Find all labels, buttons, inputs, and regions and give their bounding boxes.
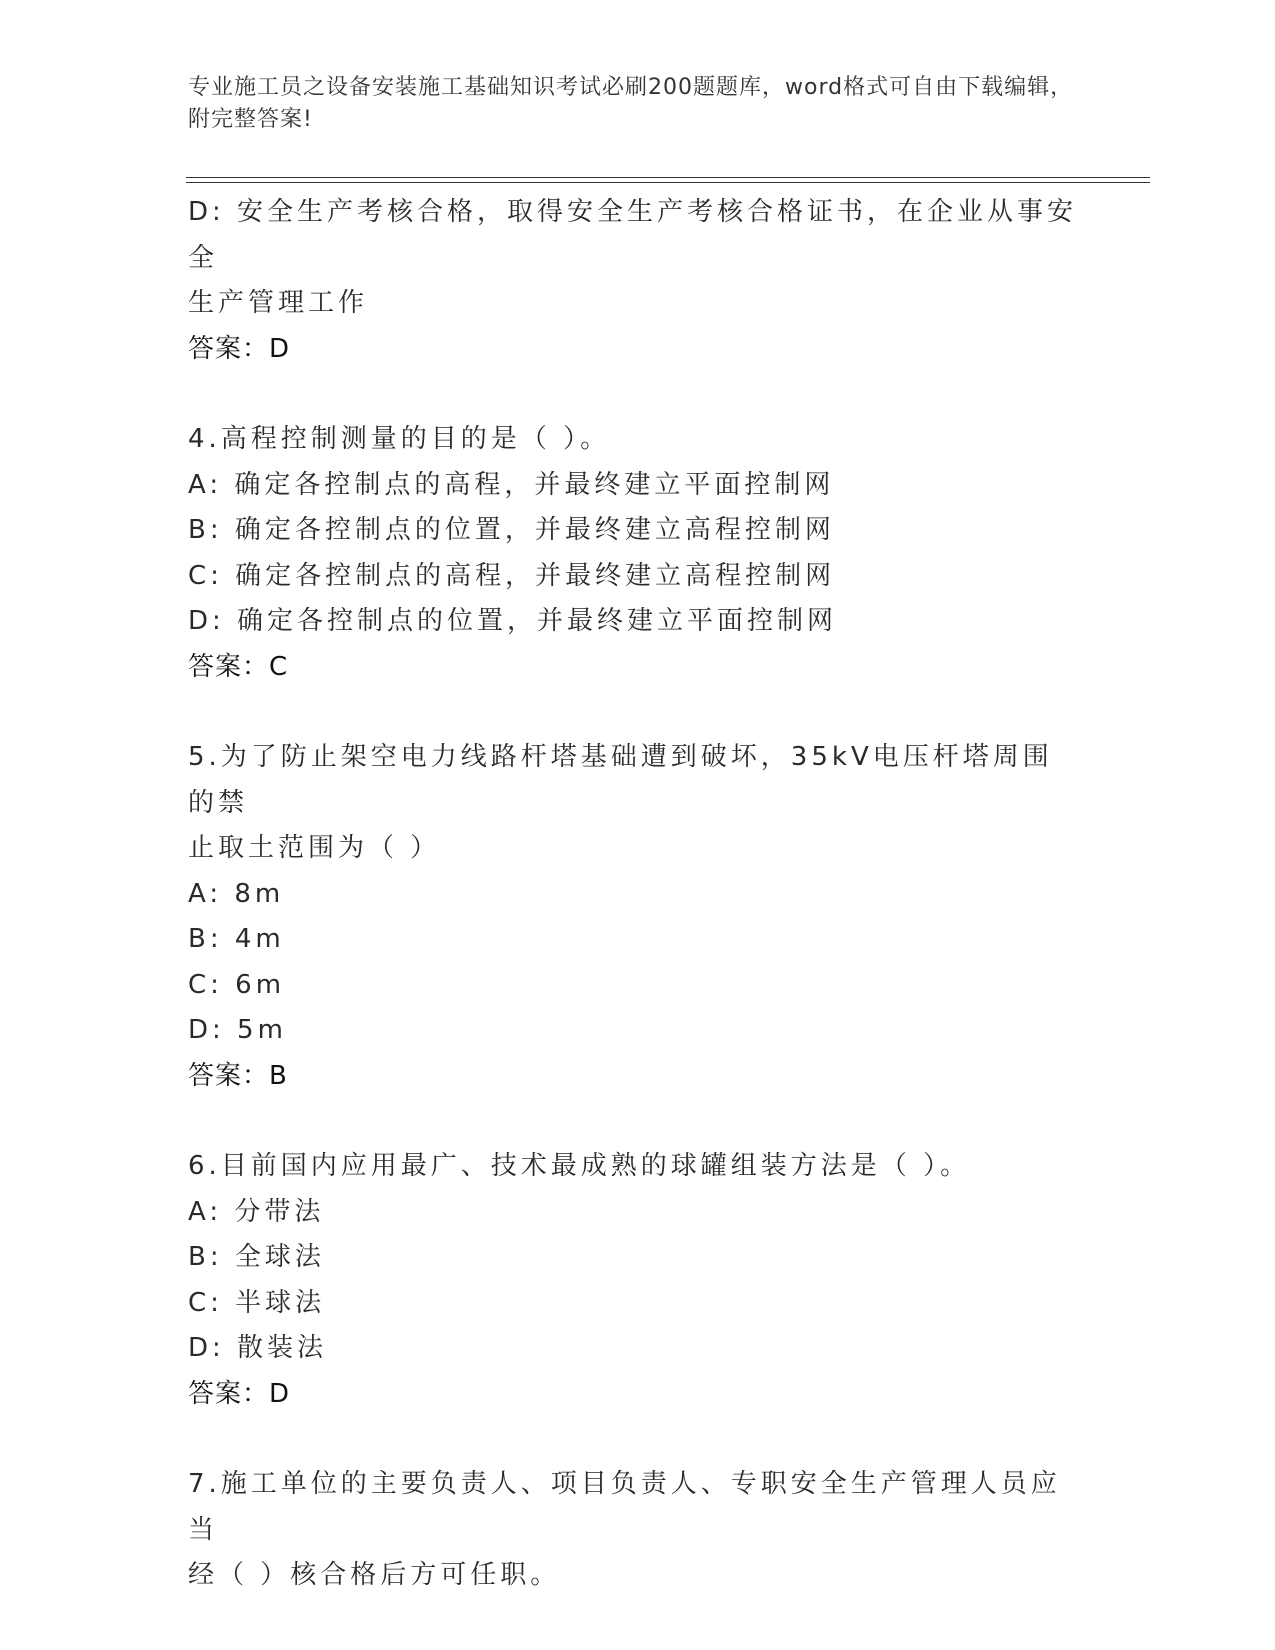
question-5 [188,735,1078,1099]
spacer [188,372,1078,417]
option-c: C: 确定各控制点的高程，并最终建立高程控制网 [188,560,836,591]
question-6 [188,1144,1078,1417]
question-stem-continued: 止取土范围为（ ） [188,833,441,863]
option-d: D: 确定各控制点的位置，并最终建立平面控制网 [188,606,838,636]
option-c: C: 6m [188,969,286,1000]
question-stem-continued: 经（ ）核合格后方可任职。 [188,1560,561,1590]
question-stem: 6.目前国内应用最广、技术最成熟的球罐组装方法是（ ）。 [188,1151,971,1181]
question-stem: 4.高程控制测量的目的是（ ）。 [188,424,611,454]
option-d: D: 5m [188,1015,287,1045]
option-a: A: 确定各控制点的高程，并最终建立平面控制网 [188,469,835,500]
option-c: C: 半球法 [188,1287,326,1318]
answer-line: 答案：B [188,1060,288,1091]
option-d: D: 散装法 [188,1333,328,1363]
header-divider-top [186,177,1150,178]
question-stem: 7.施工单位的主要负责人、项目负责人、专职安全生产管理人员应当 [188,1469,1061,1545]
answer-line: 答案：D [188,333,291,364]
option-b: B: 确定各控制点的位置，并最终建立高程控制网 [188,515,835,545]
question-4 [188,417,1078,690]
spacer [188,1099,1078,1144]
spacer [188,1417,1078,1462]
question-3-tail [188,190,1078,372]
option-d: D: 安全生产考核合格，取得安全生产考核合格证书，在企业从事安全 [188,197,1078,273]
answer-line: 答案：D [188,1378,291,1409]
document-body [188,190,1078,1599]
page-header-title: 专业施工员之设备安装施工基础知识考试必刷200题题库，word格式可自由下载编辑，附完整答案! [188,75,1074,132]
option-b: B: 4m [188,924,285,954]
question-7 [188,1462,1078,1599]
option-d-continued: 生产管理工作 [188,288,369,318]
question-stem: 5.为了防止架空电力线路杆塔基础遭到破坏，35kV电压杆塔周围的禁 [188,742,1053,818]
answer-line: 答案：C [188,651,289,682]
option-b: B: 全球法 [188,1242,325,1272]
option-a: A: 8m [188,878,285,909]
header-divider-bottom [186,182,1150,183]
option-a: A: 分带法 [188,1196,325,1227]
spacer [188,690,1078,735]
